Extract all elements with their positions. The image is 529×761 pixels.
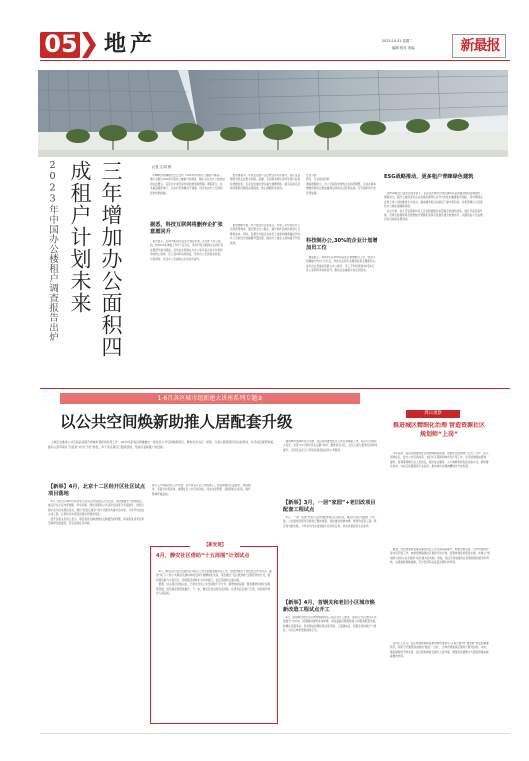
article2-subsection-1-title bbox=[48, 484, 148, 498]
sidebar-headline: 推进城区精细化治理 营造资源社区规划师“上岗” bbox=[392, 422, 486, 438]
article2-kicker: 1-6月各区城市组新建大讲座系列专题③ bbox=[157, 395, 263, 402]
page-number: 05 bbox=[44, 30, 78, 58]
article2-lead: 上海正在推进公共空间品质提升和城市更新的系列工作，2023年起各区相继推出一批社区公共空间焕新项目，聚焦老旧小区、街巷、口袋公园等居民身边的场景，补齐社区配套短板，推动人居环境从“有没有”向“好不好”转变，多个试点项目已陆续落地，形成可复制推广的经验。 bbox=[48, 440, 277, 449]
sidebar-body-3: 业内人士认为，社区规划师制度是推动城市更新从“大拆大建”向“微更新”转变的重要抓手，有助于打通规划实施的“最后一公里”，让城市规划真正服务于群众需求。未来，随着制度的不断完善，社区规划师将在提升人居环境、增强社区凝聚力方面发挥越来越重要的作用。 bbox=[390, 642, 489, 659]
article2-column-3b: 3月，“一居一家园”老旧小区改造配套项目启动试点，重点针对住宅楼道、外立面、公共绿地及停车设施进行整体更新，同步推进加装电梯、管网改造等工程。项目将分批实施，力争在年内完成首批小区改造任务，切实改善居民生活条件。 bbox=[283, 516, 377, 528]
article1-column-2b: 租赁策略方面，约六成受访企业表示，未来三年将优化办公空间使用效率，通过整合办公网点、提升协作区域比例等方式降低成本。同时，有超过半数企业将员工体验和健康福祉列为办公空间设计的重要考量因素，推动办公楼业主加快楼宇升级改造。 bbox=[230, 224, 301, 245]
article2-subsection-2-heading: 3月，一居“家园”+老旧改项目配套工程试点 bbox=[283, 500, 376, 513]
header-rule bbox=[40, 60, 510, 61]
page-header bbox=[0, 28, 529, 62]
section-divider bbox=[40, 388, 510, 389]
article1-headline: 三年增加办公面积四成租户计划未来 bbox=[68, 160, 123, 358]
article2-subsection-3-heading: 4月，首钢关和老旧小区城市焕新改造工程试点开工 bbox=[283, 600, 375, 613]
section-title: 地产 bbox=[104, 32, 157, 57]
article2-subsection-1-heading: 4月，北京十二区经开区社区试点项目落地 bbox=[48, 484, 146, 497]
article2-subsection-2-label: 【新举】 bbox=[283, 500, 304, 506]
article1-column-1b: 报告显示，有42%的受访企业计划在未来三年内扩大办公面积，较2022年调查上升6个百分点，其中科技互联网企业的扩张意愿回升最为明显。受访企业普遍认为办公室仍是企业文化和协作的核心载体，员工到岗率持续恢复，带动办公空间需求改善。与此同时，灵活办公空间的占比也有所提升。 bbox=[150, 240, 224, 261]
article2-box-body: 4月，静安区在全区范围内启动社区公共空间微更新试点工作，首批选取多个居住社区作为试点，围绕“家门口”的公共服务设施和休闲空间开展精细化改造。项目通过“社区规划师”全程陪伴的方式，组织居民参与方案设计，将闲置空间转化为共享客厅、社区花园和儿童乐园。 据悉，试点项目实施以来，已累计改造公共空间数千平方米，新增休闲座椅、健身器材和绿化景观等设施，居民满意度明显提升。下一步，静安区将总结试点经验，在更多社区推广应用，持续提升城市人居品质。 bbox=[156, 570, 272, 596]
article1-byline: 记者 文/刘 微 bbox=[152, 165, 172, 169]
article2-box-heading: 4月，静安社区借助“十五周围”计划试点 bbox=[156, 553, 250, 559]
article2-subsection-3-label: 【新举】 bbox=[283, 600, 304, 606]
article2-headline: 以公共空间焕新助推人居配套升级 bbox=[60, 413, 293, 431]
article1-column-3a: 行业分析 研究，行业相关机构 调查数据显示，办公空间需求结构正在持续调整，企业在降本增效的同时也更加重视空间的灵活性和品质，写字楼市场分化趋势加剧。 bbox=[306, 174, 377, 195]
sidebar-body-1: 今年以来，各区积极推进社区规划师制度落地，首批社区规划师已正式“上岗”，深入街道社区，参与公共空间改造、老旧小区更新和城市设计等工作。社区规划师由规划、建筑、景观等领域专业人员担任，通过驻点服务、入户调研和居民座谈等方式，倾听群众诉求，为社区发展提供专业指导，推动城市治理向精细化方向发展。 bbox=[390, 452, 489, 469]
article1-section-3-title: ESG战略推动，更多租户青睐绿色建筑 bbox=[384, 174, 474, 180]
sidebar-kicker: 周日观察 bbox=[424, 411, 442, 416]
article1-column-3b: 调查显示，2023年有30%的企业计划增加员工位，较去年同期提升约5个百分点，科技企业和专业服务业是主要驱动力。受访企业普遍采用混合办公模式，员工平均每周到岗3至4天，办公室利用率持续回升，推动企业重新评估空间需求。 bbox=[306, 256, 378, 273]
brand-logo: 新最报 bbox=[460, 38, 500, 54]
article1-column-1a: CBRE世邦魏理仕近日发布《2023年中国办公楼租户调查》，通过对超过200家中国办公楼租户的调查，揭示企业对办公楼选址的关注要点，以及对未来空间布局的规划和预期。调查显示，在多重因素影响下，企业扩张策略趋于谨慎，但对优质办公空间的需求依然稳健。 bbox=[150, 174, 225, 195]
article2-subsection-1-label: 【新举】 bbox=[48, 484, 69, 490]
bottom-rule bbox=[40, 733, 510, 734]
office-building-photo bbox=[38, 70, 508, 157]
article2-column-3a: 围绕城市更新和民生需求，各区持续推进社区公共空间焕新工作，以小切口推动大民生，完善“15分钟社区生活圈”布局，推进老旧小区、社区公园与街道空间协同提升，让居民在家门口享受到更高品质的公共服务。 bbox=[283, 440, 378, 452]
article1-section-1-title: 据悉，科技互联网将删弃企扩张意愿回升 bbox=[150, 222, 223, 235]
article2-column-1: 4月，经开区2023年度老旧小区综合改造项目正式启动，项目覆盖多个街道社区，重点针对小区内部道路、停车设施、绿化景观和公共活动空间进行系统提升。改造过程中充分征求居民意见，通过“居民议事会”等方式推动共建共治共享，力争年内完成主体工程，让居民切实感受到居住环境的变化。 经开区相关负责人表示，项目将优先解决群众反映强烈的问题，同步推进适老化和无障碍设施建设，打造宜居社区样板。 bbox=[48, 500, 145, 526]
chevron-right-icon bbox=[82, 32, 96, 58]
article1-section-2-title: 科技制办公,30%的企业计划增加员工位 bbox=[306, 238, 378, 251]
article1-subheadline: 2023年中国办公楼租户调查报告出炉 bbox=[47, 160, 58, 342]
article2-box-label: 【新发现】 bbox=[190, 542, 240, 550]
article1-column-4a: 在ESG理念日益普及的背景下，企业在选址时对绿色建筑认证的重视程度显著提升。调查显示，超过七成的受访企业将绿色建筑认证作为选址的重要参考指标，其中跨国企业和上市公司的要求尤为突出。越来越多的企业制定了碳中和目标，并希望通过入驻绿色办公楼实现减排承诺。 业主方面，各大开发商和持有人正在积极推动存量楼宇的绿色改造，通过节能设备升级、可再生能源利用及智慧楼宇管理系统等手段提升楼宇能效水平，以满足租户日益增长的可持续发展需求。 bbox=[384, 192, 484, 222]
article2-column-2a: 现已入户调查阶段工作完成，部分试点片区已进场施工。项目将围绕儿童游乐、休闲健身、邻里交往等需求，重塑社区公共空间功能，同步完善照明、座椅和标识系统，提升整体环境品质。 bbox=[152, 484, 251, 496]
article1-column-2a: 此次调查中，中资企业租户占比较往年有所提升，其扩张意愿较外资企业更为积极。金融、专业服务和生命科学等行业保持稳健需求，企业在选址时更注重交通便利度、楼宇品质以及周边配套设施的完善程度，核心商圈仍是首选。 bbox=[230, 174, 301, 191]
sidebar-body-2: 据悉，社区规划师将重点围绕社区公共空间品质提升、配套设施完善、历史风貌保护等内容开展工作，协助街道编制社区更新行动计划，统筹协调各类项目实施，并建立“规划师+居民+社会组织”的共建共治机制。同时，各区还将加强对社区规划师的培训和考核，完善激励保障措施，充分发挥其在基层治理中的作用。 bbox=[390, 548, 490, 565]
article2-column-3c: 4月，首钢周边老旧小区城市焕新改造工程正式开工建设。项目以“综合整治+功能提升”为方向，统筹推进建筑本体修缮、市政基础设施更新和公共服务配套完善，新增社区服务站、养老驿站和便民商业等设施。工程建成后，将惠及周边数千户居民，为片区城市更新提供示范。 bbox=[283, 616, 378, 633]
article2-subsection-3-title bbox=[283, 600, 378, 614]
header-date: 2023.10.31 星期二 bbox=[382, 39, 413, 43]
article2-subsection-2-title bbox=[283, 500, 378, 514]
header-editors: 编辑 校对 美编 bbox=[392, 46, 415, 50]
